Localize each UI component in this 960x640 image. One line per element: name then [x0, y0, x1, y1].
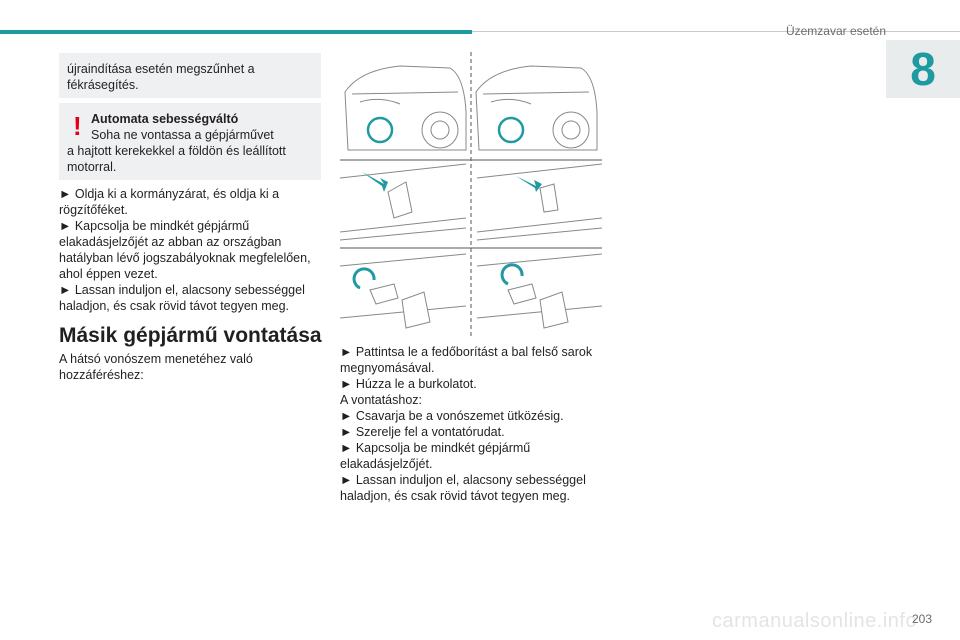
- warning-box: [59, 103, 321, 180]
- car-rear-left: [345, 66, 466, 150]
- highlight-circle-right: [499, 118, 523, 142]
- intro-text: A hátsó vonószem menetéhez való hozzáféréshez:: [59, 352, 253, 382]
- step-item: ► Húzza le a burkolatot.: [340, 377, 477, 391]
- rotate-arrow-icons: [354, 265, 522, 288]
- step-item: A vontatáshoz:: [340, 393, 423, 407]
- chapter-number-tab: 8: [886, 40, 960, 98]
- step-item: ► Oldja ki a kormányzárat, és oldja ki a rögzítőféket.: [59, 187, 280, 217]
- step-item: ► Pattintsa le a fedőborítást a bal felső sarok megnyomásával.: [340, 345, 593, 375]
- step-item: ► Csavarja be a vonószemet ütközésig.: [340, 409, 564, 423]
- left-steps: [59, 186, 329, 314]
- warning-title: Automata sebességváltó: [91, 112, 239, 126]
- highlight-circle-left: [368, 118, 392, 142]
- towing-eye-illustration: [340, 52, 602, 336]
- watermark: carmanualsonline.info: [712, 610, 918, 632]
- step-item: ► Lassan induljon el, alacsony sebességgel haladjon, és csak rövid távot tegyen meg.: [340, 473, 586, 503]
- note-continuation-box: [59, 53, 321, 98]
- car-rear-right: [476, 66, 597, 150]
- right-steps: [340, 344, 610, 504]
- step-item: ► Szerelje fel a vontatórudat.: [340, 425, 505, 439]
- arrow-icons: [362, 172, 542, 192]
- step-item: ► Lassan induljon el, alacsony sebességgel haladjon, és csak rövid távot tegyen meg.: [59, 283, 305, 313]
- step-item: ► Kapcsolja be mindkét gépjármű elakadásjelzőjét az abban az országban hatályban lévő jogszabályoknak megfelelően, ahol éppen vezet.: [59, 219, 311, 281]
- header-rule: [472, 31, 960, 32]
- note-continuation-text: újraindítása esetén megszűnhet a fékrásegítés.: [67, 62, 255, 92]
- header-accent-bar: [0, 30, 472, 34]
- section-heading: Másik gépjármű vontatása: [59, 324, 322, 347]
- step-item: ► Kapcsolja be mindkét gépjármű elakadásjelzőjét.: [340, 441, 531, 471]
- warning-text-rest: a hajtott kerekekkel a földön és leállított motorral.: [67, 144, 286, 174]
- warning-exclamation-icon: !: [73, 111, 82, 141]
- warning-text-line1: Soha ne vontassa a gépjárművet: [91, 128, 274, 142]
- page-number: 203: [912, 612, 933, 626]
- section-title: Üzemzavar esetén: [785, 24, 886, 38]
